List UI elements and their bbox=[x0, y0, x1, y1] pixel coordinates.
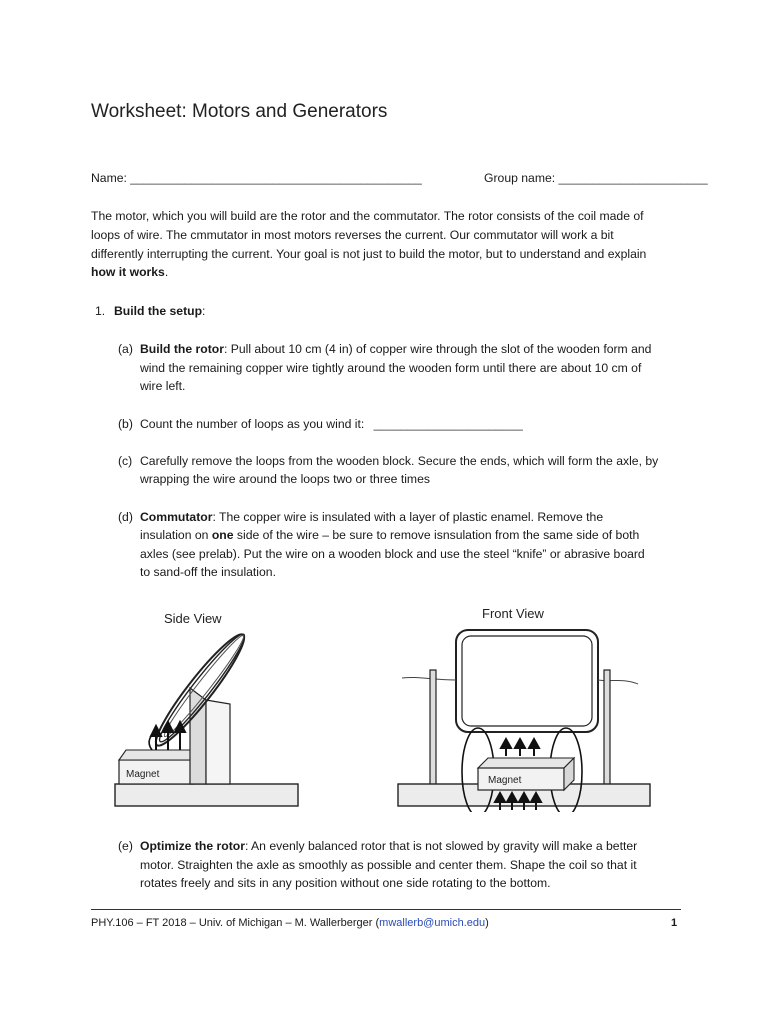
loop-count-blank[interactable]: ______________________ bbox=[373, 417, 523, 431]
front-coil-outer bbox=[456, 630, 598, 732]
front-magnet-top bbox=[478, 758, 574, 768]
intro-line-4 bbox=[91, 263, 168, 282]
name-field-row bbox=[91, 169, 422, 188]
item-b-line bbox=[140, 415, 523, 434]
front-coil-inner bbox=[462, 636, 592, 726]
intro-line-1: The motor, which you will build are the rotor and the commutator. The rotor consists of the coil made of bbox=[91, 209, 644, 223]
item-a-line-2: wind the remaining copper wire tightly around the wooden form until there are about 10 cm of bbox=[140, 361, 642, 375]
item-e-line-2: motor. Straighten the axle as smoothly as possible and center them. Shape the coil so that it bbox=[140, 858, 637, 872]
front-view-label: Front View bbox=[482, 606, 544, 621]
item-d-line-2-post: side of the wire – be sure to remove isnsulation from the same side of both bbox=[233, 528, 640, 542]
side-view-label: Side View bbox=[164, 611, 222, 626]
item-c-marker: (c) bbox=[118, 454, 133, 468]
intro-emphasis: how it works bbox=[91, 265, 165, 279]
footer-email-link[interactable]: mwallerb@umich.edu bbox=[379, 917, 486, 929]
item-e-bold: Optimize the rotor bbox=[140, 839, 245, 853]
page-title: Worksheet: Motors and Generators bbox=[91, 101, 388, 122]
item-d-bold: Commutator bbox=[140, 510, 213, 524]
item-a-bold: Build the rotor bbox=[140, 342, 224, 356]
side-field-arrows bbox=[151, 722, 185, 750]
item-c-line-1: Carefully remove the loops from the wooden block. Secure the ends, which will form the axle, by bbox=[140, 454, 659, 468]
page-number: 1 bbox=[671, 917, 678, 929]
section-1-number: 1. bbox=[95, 304, 106, 318]
item-d-marker: (d) bbox=[118, 510, 133, 524]
group-label: Group name: bbox=[484, 171, 556, 185]
footer-course: PHY.106 – FT 2018 – Univ. of Michigan – M. Wallerberger ( bbox=[91, 917, 380, 929]
section-1-heading-text: Build the setup bbox=[114, 304, 203, 318]
item-a-marker: (a) bbox=[118, 342, 133, 356]
section-1-heading bbox=[114, 302, 205, 321]
side-view-figure bbox=[110, 600, 305, 812]
item-d-line-1 bbox=[140, 508, 603, 527]
item-b-marker: (b) bbox=[118, 417, 133, 431]
side-wood-base bbox=[115, 784, 298, 806]
item-e-line-1 bbox=[140, 837, 637, 856]
side-post-front bbox=[206, 700, 230, 784]
item-c-line-2: wrapping the wire around the loops two or three times bbox=[140, 472, 430, 486]
item-e-marker: (e) bbox=[118, 839, 133, 853]
item-d-line-2-pre: insulation on bbox=[140, 528, 212, 542]
group-field-row bbox=[484, 169, 708, 188]
front-support-right bbox=[604, 670, 610, 786]
item-d-line-3: axles (see prelab). Put the wire on a wooden block and use the steel “knife” or abrasive board bbox=[140, 547, 645, 561]
name-label: Name: bbox=[91, 171, 127, 185]
front-axle-left bbox=[402, 677, 456, 680]
item-e-rest: : An evenly balanced rotor that is not slowed by gravity will make a better bbox=[244, 839, 638, 853]
item-d-line-4: to sand-off the insulation. bbox=[140, 565, 276, 579]
front-field-arrows-top bbox=[501, 739, 539, 756]
item-a-line-1 bbox=[140, 340, 651, 359]
item-e-line-3: rotates freely and sits in any position without one side rotating to the bottom. bbox=[140, 876, 551, 890]
intro-period: . bbox=[164, 265, 169, 279]
group-blank[interactable]: ______________________ bbox=[558, 171, 708, 185]
footer-text bbox=[91, 917, 489, 929]
intro-line-2: loops of wire. The cmmutator in most motors reverses the current. Our commutator will work a bit bbox=[91, 228, 614, 242]
footer-close-paren: ) bbox=[485, 917, 489, 929]
front-magnet-label: Magnet bbox=[488, 775, 522, 786]
front-support-left bbox=[430, 670, 436, 786]
item-a-rest: : Pull about 10 cm (4 in) of copper wire through the slot of the wooden form and bbox=[223, 342, 652, 356]
item-d-line-2 bbox=[140, 526, 639, 545]
section-1-colon: : bbox=[202, 304, 206, 318]
footer-divider bbox=[91, 909, 681, 910]
item-b-text: Count the number of loops as you wind it: bbox=[140, 417, 365, 431]
item-d-line-2-bold: one bbox=[211, 528, 234, 542]
side-magnet-label: Magnet bbox=[126, 769, 160, 780]
name-blank[interactable]: ___________________________________________ bbox=[130, 171, 422, 185]
intro-line-3: differently interrupting the current. Your goal is not just to build the motor, but to understand and explain bbox=[91, 247, 647, 261]
item-d-rest: : The copper wire is insulated with a layer of plastic enamel. Remove the bbox=[212, 510, 604, 524]
item-a-line-3: wire left. bbox=[140, 379, 186, 393]
side-magnet-top bbox=[119, 750, 200, 760]
front-view-figure bbox=[392, 600, 657, 812]
